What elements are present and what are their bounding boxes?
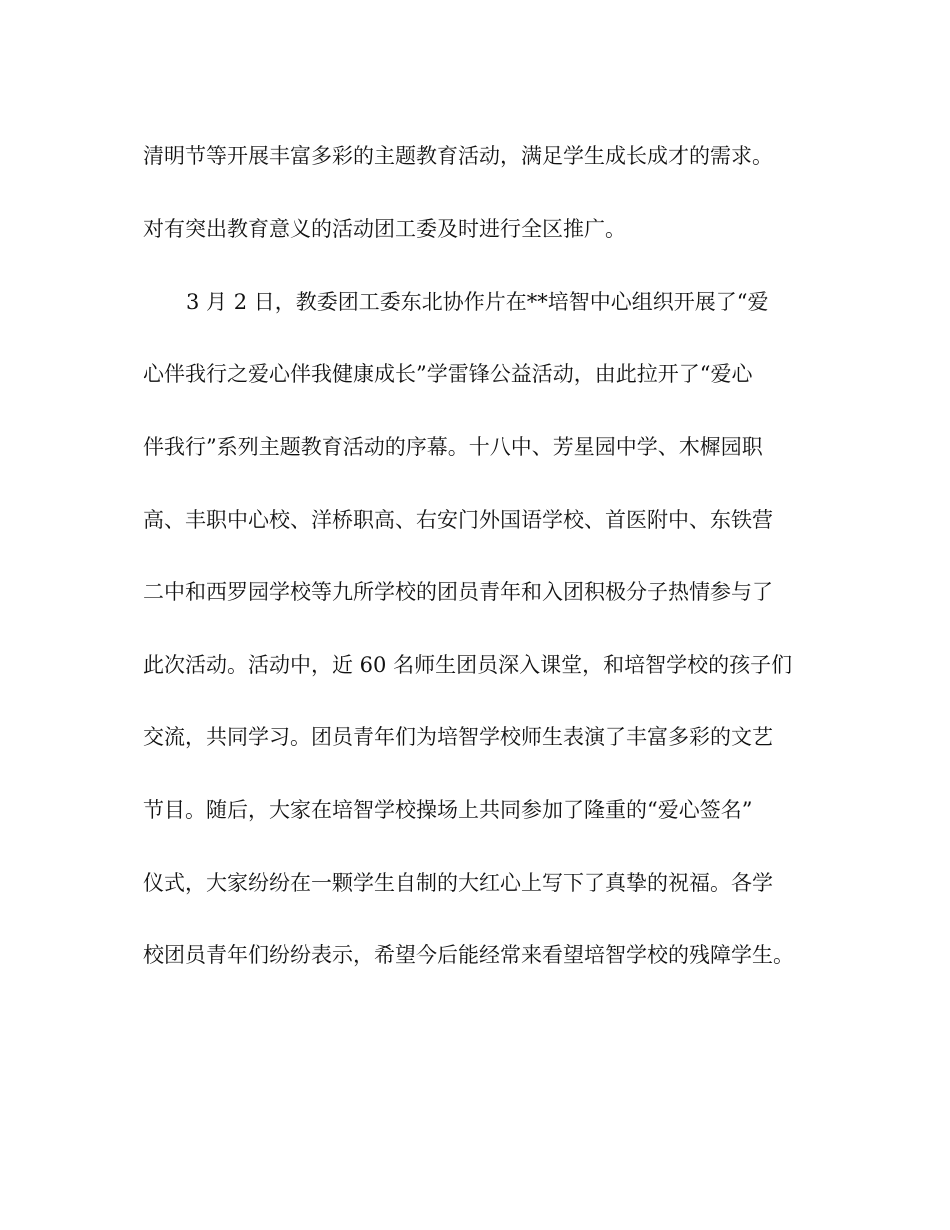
paragraph-line-11: 仪式，大家纷纷在一颗学生自制的大红心上写下了真挚的祝福。各学 <box>143 871 773 895</box>
paragraph-line-6: 高、丰职中心校、洋桥职高、右安门外国语学校、首医附中、东铁营 <box>143 508 773 532</box>
paragraph-line-5: 伴我行”系列主题教育活动的序幕。十八中、芳星园中学、木樨园职 <box>143 435 763 459</box>
paragraph-line-3: 3 月 2 日，教委团工委东北协作片在**培智中心组织开展了“爱 <box>186 290 769 314</box>
paragraph-line-7: 二中和西罗园学校等九所学校的团员青年和入团积极分子热情参与了 <box>143 580 773 604</box>
paragraph-line-12: 校团员青年们纷纷表示，希望今后能经常来看望培智学校的残障学生。 <box>143 943 794 967</box>
paragraph-line-10: 节目。随后，大家在培智学校操场上共同参加了隆重的“爱心签名” <box>143 798 753 822</box>
paragraph-line-8: 此次活动。活动中，近 60 名师生团员深入课堂，和培智学校的孩子们 <box>143 653 793 677</box>
paragraph-line-9: 交流，共同学习。团员青年们为培智学校师生表演了丰富多彩的文艺 <box>143 725 773 749</box>
paragraph-line-4: 心伴我行之爱心伴我健康成长”学雷锋公益活动，由此拉开了“爱心 <box>143 362 753 386</box>
paragraph-line-1: 清明节等开展丰富多彩的主题教育活动，满足学生成长成才的需求。 <box>143 144 773 168</box>
paragraph-line-2: 对有突出教育意义的活动团工委及时进行全区推广。 <box>143 217 626 241</box>
